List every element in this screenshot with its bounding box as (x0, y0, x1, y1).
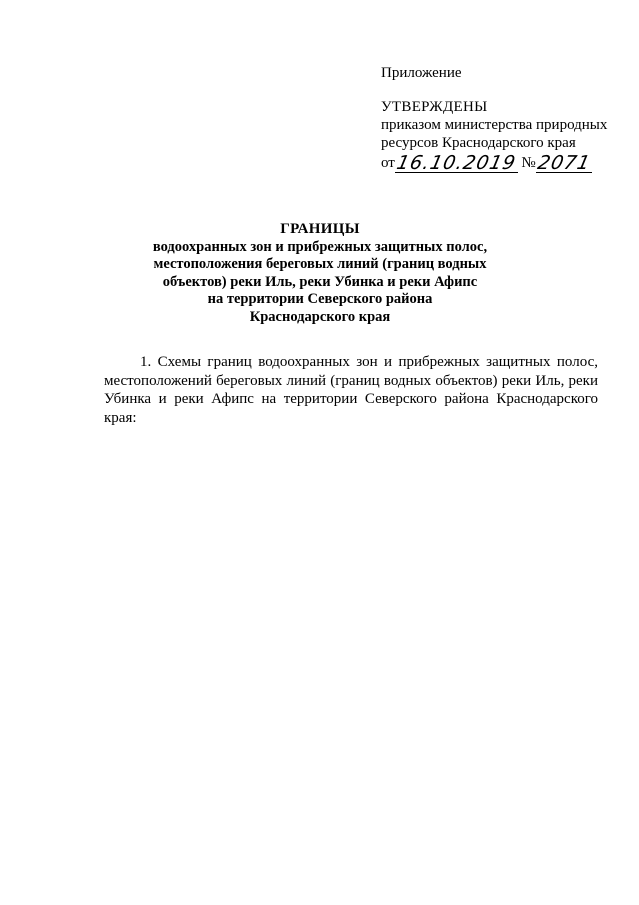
title-line-5: Краснодарского края (249, 308, 391, 325)
title-line-1: водоохранных зон и прибрежных защитных полос, (152, 238, 488, 255)
annex-label: Приложение (381, 65, 462, 81)
approval-order-line-2: ресурсов Краснодарского края (381, 135, 576, 151)
handwritten-number: 2071 (535, 152, 593, 174)
document-title (150, 221, 490, 326)
number-prefix: № (521, 155, 536, 171)
handwritten-date: 16.10.2019 (394, 152, 518, 174)
number-field (536, 152, 592, 173)
title-line-4: на территории Северского района (207, 291, 433, 307)
body-paragraph-1: 1. Схемы границ водоохранных зон и прибрежных защитных полос, местоположений береговых линий (границ водных объектов) реки Иль, реки Убинка и реки Афипс на территории Северского района Краснодарского края: (104, 354, 598, 426)
approval-stamp-block (381, 64, 631, 173)
title-line-3: объектов) реки Иль, реки Убинка и реки Афипс (162, 273, 478, 290)
approval-order-line-1: приказом министерства природных (381, 117, 608, 133)
approval-date-line (381, 152, 631, 173)
title-line-2: местоположения береговых линий (границ водных (153, 256, 487, 272)
date-prefix: от (381, 155, 395, 171)
date-field (395, 152, 518, 173)
title-heading: ГРАНИЦЫ (280, 221, 360, 237)
approved-heading: УТВЕРЖДЕНЫ (381, 99, 488, 115)
